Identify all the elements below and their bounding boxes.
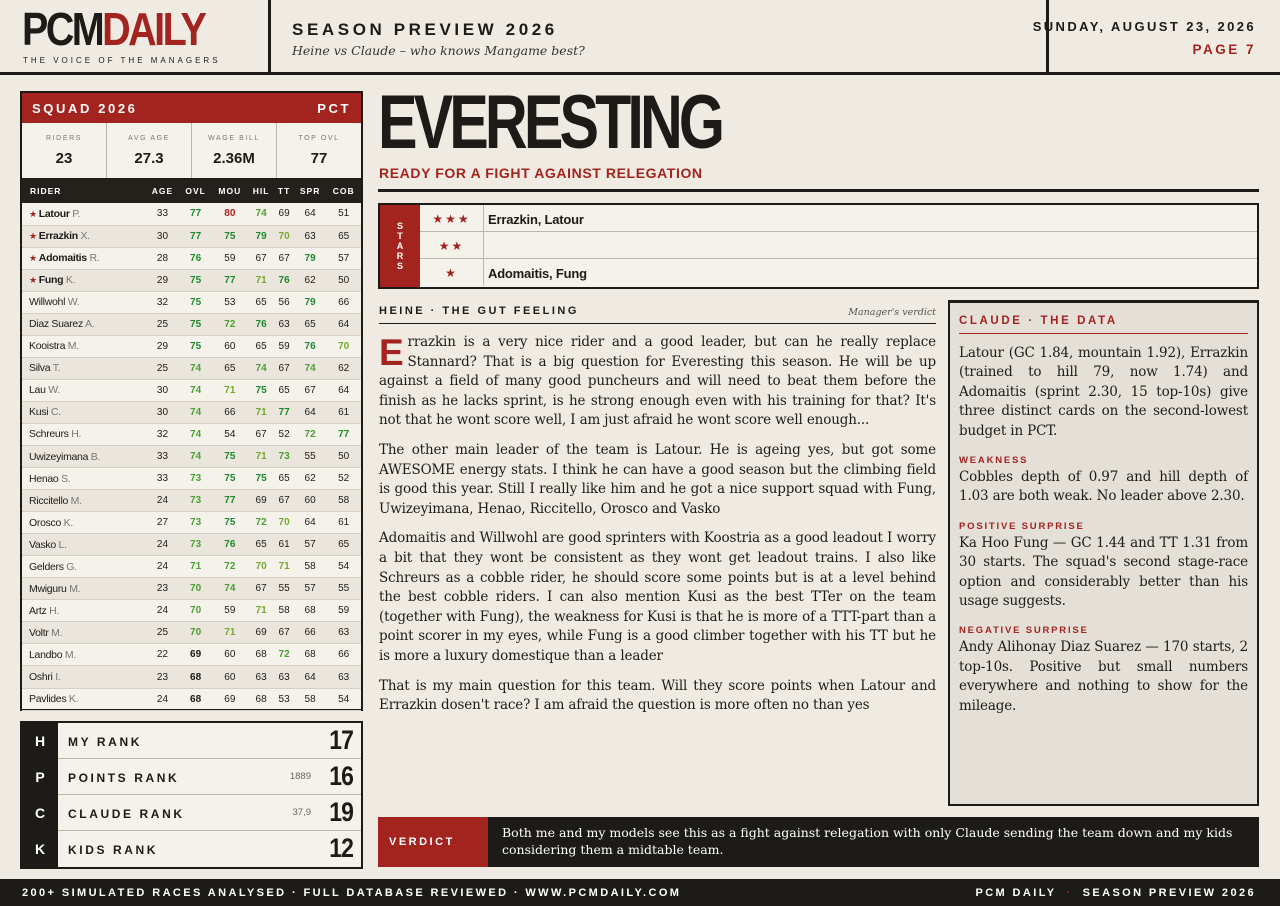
rider-row <box>22 490 361 512</box>
rider-age: 27 <box>146 512 180 534</box>
rider-row <box>22 423 361 445</box>
rider-age: 28 <box>146 247 180 269</box>
rider-cob: 63 <box>326 622 361 644</box>
star-icon: ★ <box>29 231 37 242</box>
logo: PCMDAILY <box>22 3 205 55</box>
rider-row <box>22 225 361 247</box>
star-riders: Errazkin, Latour <box>488 212 584 227</box>
rider-mou: 60 <box>212 335 248 357</box>
rider-mou: 77 <box>212 490 248 512</box>
rider-cob: 63 <box>326 666 361 688</box>
rider-row <box>22 291 361 313</box>
rider-hil: 68 <box>248 644 274 666</box>
rider-name: Artz H. <box>22 600 146 622</box>
section-title: SEASON PREVIEW 2026 <box>292 20 558 39</box>
rider-age: 24 <box>146 556 180 578</box>
rider-spr: 67 <box>294 379 326 401</box>
rider-age: 24 <box>146 534 180 556</box>
rider-ovl: 73 <box>179 534 211 556</box>
rider-name: Kusi C. <box>22 401 146 423</box>
article-title: EVERESTING <box>378 80 722 165</box>
rider-ovl: 74 <box>179 423 211 445</box>
rider-spr: 62 <box>294 468 326 490</box>
rider-row <box>22 446 361 468</box>
rider-spr: 72 <box>294 423 326 445</box>
rider-hil: 63 <box>248 666 274 688</box>
rider-row <box>22 269 361 291</box>
rider-cob: 65 <box>326 225 361 247</box>
rider-age: 25 <box>146 622 180 644</box>
claude-intro: Latour (GC 1.84, mountain 1.92), Errazkin (trained to hill 79, now 1.74) and Adomaitis (sprint 2.30, 15 top-10s) give three distinct cards on the second-lowest budget in PCT. <box>959 345 1248 439</box>
heine-paragraph: Errazkin is a very nice rider and a good leader, but can he really replace Stannard? That is a big question for Everesting this season. He will be up against a field of many good puncheurs and will need to beat them before the finish as he lacks sprint, is he strong enough even with his training for that? It's not that he wont score well, I am just afraid he wont score well enough... <box>379 332 936 429</box>
rider-ovl: 75 <box>179 269 211 291</box>
rider-mou: 60 <box>212 666 248 688</box>
rider-name: Landbo M. <box>22 644 146 666</box>
rank-row-claude: C CLAUDE RANK 37,9 19 <box>22 795 361 831</box>
rider-name: Kooistra M. <box>22 335 146 357</box>
rider-mou: 66 <box>212 401 248 423</box>
rider-age: 23 <box>146 578 180 600</box>
rider-name: Vasko L. <box>22 534 146 556</box>
verdict-bar <box>378 817 1259 867</box>
rider-name: Voltr M. <box>22 622 146 644</box>
drop-cap: E <box>379 332 404 373</box>
rider-table <box>22 179 361 711</box>
rider-hil: 72 <box>248 512 274 534</box>
rider-tt: 70 <box>274 512 294 534</box>
rider-tt: 56 <box>274 291 294 313</box>
rank-row-my: H MY RANK 17 <box>22 723 361 759</box>
rider-name: Uwizeyimana B. <box>22 446 146 468</box>
divider <box>1046 0 1049 75</box>
rank-row-points: P POINTS RANK 1889 16 <box>22 759 361 795</box>
rider-ovl: 75 <box>179 335 211 357</box>
column-header: COB <box>326 179 361 203</box>
positive-text: Ka Hoo Fung — GC 1.44 and TT 1.31 from 30 starts. The squad's second stage-race option and considerably better than his usage suggests. <box>959 534 1248 610</box>
rider-tt: 70 <box>274 225 294 247</box>
rider-age: 30 <box>146 379 180 401</box>
rider-row <box>22 578 361 600</box>
rider-tt: 58 <box>274 600 294 622</box>
rider-mou: 60 <box>212 644 248 666</box>
rider-name: Lau W. <box>22 379 146 401</box>
rider-ovl: 77 <box>179 203 211 225</box>
rider-ovl: 69 <box>179 644 211 666</box>
rider-cob: 61 <box>326 401 361 423</box>
rider-mou: 71 <box>212 379 248 401</box>
rider-mou: 59 <box>212 600 248 622</box>
rider-name: ★ Latour P. <box>22 203 146 225</box>
rider-tt: 67 <box>274 357 294 379</box>
rider-mou: 76 <box>212 534 248 556</box>
weakness-text: Cobbles depth of 0.97 and hill depth of 1.03 are both weak. No leader above 2.30. <box>959 469 1248 505</box>
rider-hil: 75 <box>248 468 274 490</box>
rider-hil: 67 <box>248 423 274 445</box>
rider-spr: 57 <box>294 534 326 556</box>
rider-ovl: 73 <box>179 468 211 490</box>
rider-tt: 52 <box>274 423 294 445</box>
rider-age: 30 <box>146 225 180 247</box>
footer-left: 200+ SIMULATED RACES ANALYSED · FULL DATABASE REVIEWED · WWW.PCMDAILY.COM <box>22 887 682 899</box>
rider-age: 32 <box>146 291 180 313</box>
rider-tt: 77 <box>274 401 294 423</box>
rider-row <box>22 313 361 335</box>
rider-tt: 71 <box>274 556 294 578</box>
rider-hil: 65 <box>248 534 274 556</box>
rider-name: Diaz Suarez A. <box>22 313 146 335</box>
rider-age: 33 <box>146 468 180 490</box>
squad-tier: PCT <box>317 100 351 116</box>
rider-ovl: 74 <box>179 379 211 401</box>
rider-ovl: 74 <box>179 446 211 468</box>
rider-tt: 63 <box>274 313 294 335</box>
rider-mou: 75 <box>212 446 248 468</box>
rider-ovl: 75 <box>179 313 211 335</box>
rider-name: Henao S. <box>22 468 146 490</box>
rider-hil: 79 <box>248 225 274 247</box>
rider-cob: 51 <box>326 203 361 225</box>
rider-name: Silva T. <box>22 357 146 379</box>
verdict-text: Both me and my models see this as a fight against relegation with only Claude sending the team down and my kids considering them a midtable team. <box>502 825 1233 857</box>
rider-hil: 69 <box>248 490 274 512</box>
rider-row <box>22 247 361 269</box>
rider-age: 24 <box>146 490 180 512</box>
rider-spr: 68 <box>294 644 326 666</box>
rider-age: 24 <box>146 600 180 622</box>
rider-mou: 80 <box>212 203 248 225</box>
rider-spr: 55 <box>294 446 326 468</box>
rider-spr: 74 <box>294 357 326 379</box>
rider-mou: 74 <box>212 578 248 600</box>
star-rating: ★★★ <box>420 205 484 232</box>
rider-spr: 58 <box>294 688 326 710</box>
stat-wage-bill: WAGE BILL 2.36M <box>192 123 277 178</box>
rider-cob: 70 <box>326 335 361 357</box>
rider-cob: 77 <box>326 423 361 445</box>
rider-age: 29 <box>146 335 180 357</box>
rider-ovl: 70 <box>179 622 211 644</box>
rider-spr: 79 <box>294 291 326 313</box>
claude-rule <box>959 333 1248 334</box>
rider-mou: 75 <box>212 468 248 490</box>
rider-age: 23 <box>146 666 180 688</box>
column-header: RIDER <box>22 179 146 203</box>
footer-right: PCM DAILY · SEASON PREVIEW 2026 <box>975 887 1256 899</box>
rider-name: Pavlides K. <box>22 688 146 710</box>
rider-hil: 67 <box>248 247 274 269</box>
rider-age: 25 <box>146 357 180 379</box>
rider-ovl: 75 <box>179 291 211 313</box>
rider-ovl: 68 <box>179 666 211 688</box>
rider-row <box>22 622 361 644</box>
weakness-heading: WEAKNESS <box>959 455 1029 467</box>
squad-panel <box>20 91 363 711</box>
rider-age: 32 <box>146 423 180 445</box>
rider-cob: 54 <box>326 688 361 710</box>
rider-cob: 64 <box>326 313 361 335</box>
rider-age: 30 <box>146 401 180 423</box>
rider-spr: 76 <box>294 335 326 357</box>
squad-stats <box>22 123 361 179</box>
rider-spr: 65 <box>294 313 326 335</box>
rider-mou: 59 <box>212 247 248 269</box>
rider-tt: 67 <box>274 622 294 644</box>
rider-name: ★ Fung K. <box>22 269 146 291</box>
heine-paragraph: The other main leader of the team is Latour. He is ageing yes, but got some AWESOME energy stats. I think he can have a good season but the climbing field is good this year. Still I really like him and he got a nice support squad with Fung, Uwizeyimana, Henao, Riccitello, Orosco and Vasko <box>379 441 936 517</box>
rider-mou: 75 <box>212 225 248 247</box>
column-header: TT <box>274 179 294 203</box>
stars-box <box>378 203 1259 289</box>
rider-tt: 69 <box>274 203 294 225</box>
rider-mou: 72 <box>212 556 248 578</box>
rider-mou: 75 <box>212 512 248 534</box>
rider-cob: 64 <box>326 379 361 401</box>
rider-ovl: 68 <box>179 688 211 710</box>
rider-ovl: 73 <box>179 490 211 512</box>
rider-name: Gelders G. <box>22 556 146 578</box>
heine-paragraph: Adomaitis and Willwohl are good sprinters with Koostria as a good leadout I worry a bit that they wont be consistent as they wont get leadout trains. I also like Schreurs as a cobble rider, he should score some points but is at a level behind the best cobble riders. I can also mention Kusi as the best TTer on the team (together with Fung), the weakness for Kusi is that he is more of a TTT-part than a point scorer in my eyes, while Fung is a good climber together with his TT but he is more a luxury domestique than a leader <box>379 530 936 664</box>
rider-cob: 54 <box>326 556 361 578</box>
rider-cob: 66 <box>326 291 361 313</box>
rider-tt: 59 <box>274 335 294 357</box>
rider-name: Willwohl W. <box>22 291 146 313</box>
rider-tt: 63 <box>274 666 294 688</box>
rider-spr: 57 <box>294 578 326 600</box>
rider-cob: 62 <box>326 357 361 379</box>
rider-hil: 75 <box>248 379 274 401</box>
rider-hil: 65 <box>248 291 274 313</box>
rider-row <box>22 379 361 401</box>
rider-ovl: 71 <box>179 556 211 578</box>
star-riders: Adomaitis, Fung <box>488 266 587 281</box>
rider-hil: 69 <box>248 622 274 644</box>
rider-cob: 57 <box>326 247 361 269</box>
rider-row <box>22 468 361 490</box>
rider-tt: 67 <box>274 490 294 512</box>
heine-column <box>379 300 936 716</box>
rider-row <box>22 401 361 423</box>
negative-heading: NEGATIVE SURPRISE <box>959 625 1089 637</box>
rider-row <box>22 203 361 225</box>
rider-spr: 62 <box>294 269 326 291</box>
squad-header <box>22 93 361 123</box>
rider-spr: 64 <box>294 203 326 225</box>
rider-hil: 65 <box>248 335 274 357</box>
rider-spr: 64 <box>294 401 326 423</box>
star-icon: ★ <box>29 208 37 219</box>
rider-cob: 50 <box>326 269 361 291</box>
rider-name: ★ Errazkin X. <box>22 225 146 247</box>
rider-ovl: 74 <box>179 401 211 423</box>
rider-mou: 77 <box>212 269 248 291</box>
rider-name: Riccitello M. <box>22 490 146 512</box>
claude-heading: CLAUDE · THE DATA <box>959 315 1118 327</box>
stat-riders: RIDERS 23 <box>22 123 107 178</box>
section-subtitle: Heine vs Claude – who knows Mangame best? <box>292 43 585 58</box>
rider-name: Schreurs H. <box>22 423 146 445</box>
masthead <box>0 0 1280 75</box>
footer <box>0 879 1280 906</box>
star-rating: ★★ <box>420 232 484 259</box>
rider-ovl: 74 <box>179 357 211 379</box>
rider-name: Orosco K. <box>22 512 146 534</box>
heine-tag: Manager's verdict <box>848 307 936 318</box>
rider-mou: 69 <box>212 688 248 710</box>
stars-row-2 <box>420 232 1257 259</box>
stars-label: S T A R S <box>380 205 420 287</box>
rider-spr: 63 <box>294 225 326 247</box>
rider-ovl: 77 <box>179 225 211 247</box>
verdict-label: VERDICT <box>378 817 488 867</box>
rider-tt: 67 <box>274 247 294 269</box>
rider-table-header <box>22 179 361 203</box>
rider-spr: 66 <box>294 622 326 644</box>
rider-spr: 79 <box>294 247 326 269</box>
rider-tt: 76 <box>274 269 294 291</box>
rider-cob: 59 <box>326 600 361 622</box>
rider-tt: 65 <box>274 468 294 490</box>
rider-age: 24 <box>146 688 180 710</box>
page-number: PAGE 7 <box>1192 42 1256 57</box>
negative-text: Andy Alihonay Diaz Suarez — 170 starts, 2 top-10s. Positive but small numbers everywhere and nothing to show for the mileage. <box>959 639 1248 714</box>
rider-age: 29 <box>146 269 180 291</box>
rider-hil: 70 <box>248 556 274 578</box>
rider-row <box>22 357 361 379</box>
rider-mou: 65 <box>212 357 248 379</box>
rider-ovl: 70 <box>179 600 211 622</box>
rider-hil: 71 <box>248 269 274 291</box>
column-header: MOU <box>212 179 248 203</box>
rider-cob: 58 <box>326 490 361 512</box>
rider-cob: 65 <box>326 534 361 556</box>
rider-mou: 72 <box>212 313 248 335</box>
issue-date: SUNDAY, AUGUST 23, 2026 <box>1032 19 1256 34</box>
rider-mou: 71 <box>212 622 248 644</box>
divider <box>268 0 271 75</box>
star-icon: ★ <box>29 253 37 264</box>
rider-cob: 50 <box>326 446 361 468</box>
rider-age: 22 <box>146 644 180 666</box>
column-header: OVL <box>179 179 211 203</box>
rider-row <box>22 512 361 534</box>
rider-ovl: 70 <box>179 578 211 600</box>
rider-tt: 61 <box>274 534 294 556</box>
rider-hil: 74 <box>248 357 274 379</box>
rider-spr: 64 <box>294 666 326 688</box>
rider-tt: 72 <box>274 644 294 666</box>
rider-row <box>22 644 361 666</box>
tagline: THE VOICE OF THE MANAGERS <box>23 56 221 65</box>
rider-row <box>22 688 361 710</box>
rider-name: Oshri I. <box>22 666 146 688</box>
rider-hil: 71 <box>248 446 274 468</box>
rider-tt: 53 <box>274 688 294 710</box>
rider-spr: 58 <box>294 556 326 578</box>
rider-cob: 55 <box>326 578 361 600</box>
rider-cob: 66 <box>326 644 361 666</box>
rider-row <box>22 335 361 357</box>
rider-spr: 60 <box>294 490 326 512</box>
column-header: HIL <box>248 179 274 203</box>
rider-row <box>22 556 361 578</box>
rider-hil: 74 <box>248 203 274 225</box>
stat-avg-age: AVG AGE 27.3 <box>107 123 192 178</box>
rider-mou: 54 <box>212 423 248 445</box>
rider-age: 33 <box>146 203 180 225</box>
rider-hil: 67 <box>248 578 274 600</box>
rider-cob: 61 <box>326 512 361 534</box>
rider-tt: 55 <box>274 578 294 600</box>
rider-spr: 64 <box>294 512 326 534</box>
rider-tt: 73 <box>274 446 294 468</box>
rider-tt: 65 <box>274 379 294 401</box>
rider-cob: 52 <box>326 468 361 490</box>
rank-row-kids: K KIDS RANK 12 <box>22 831 361 867</box>
heine-rule <box>379 323 936 324</box>
rider-name: Mwiguru M. <box>22 578 146 600</box>
rider-hil: 76 <box>248 313 274 335</box>
star-icon: ★ <box>29 275 37 286</box>
rider-row <box>22 534 361 556</box>
title-rule <box>378 189 1259 192</box>
rider-age: 33 <box>146 446 180 468</box>
star-rating: ★ <box>420 259 484 286</box>
article-subtitle: READY FOR A FIGHT AGAINST RELEGATION <box>379 165 703 181</box>
positive-heading: POSITIVE SURPRISE <box>959 520 1085 532</box>
column-header: SPR <box>294 179 326 203</box>
rider-hil: 71 <box>248 600 274 622</box>
rider-name: ★ Adomaitis R. <box>22 247 146 269</box>
heine-paragraph: That is my main question for this team. Will they score points when Latour and Errazkin dosen't race? I am afraid the question is more often no than yes <box>379 677 936 714</box>
claude-column <box>948 300 1259 806</box>
rank-panel <box>20 721 363 869</box>
squad-title: SQUAD 2026 <box>32 100 138 116</box>
rider-row <box>22 600 361 622</box>
rider-ovl: 73 <box>179 512 211 534</box>
column-header: AGE <box>146 179 180 203</box>
rider-age: 25 <box>146 313 180 335</box>
rider-spr: 68 <box>294 600 326 622</box>
rider-mou: 53 <box>212 291 248 313</box>
stars-row-3 <box>420 205 1257 232</box>
stat-top-ovl: TOP OVL 77 <box>298 135 340 167</box>
rider-hil: 71 <box>248 401 274 423</box>
stars-row-1 <box>420 259 1257 287</box>
heine-heading: HEINE · THE GUT FEELING <box>379 305 579 317</box>
rider-hil: 68 <box>248 688 274 710</box>
rider-row <box>22 666 361 688</box>
rider-ovl: 76 <box>179 247 211 269</box>
